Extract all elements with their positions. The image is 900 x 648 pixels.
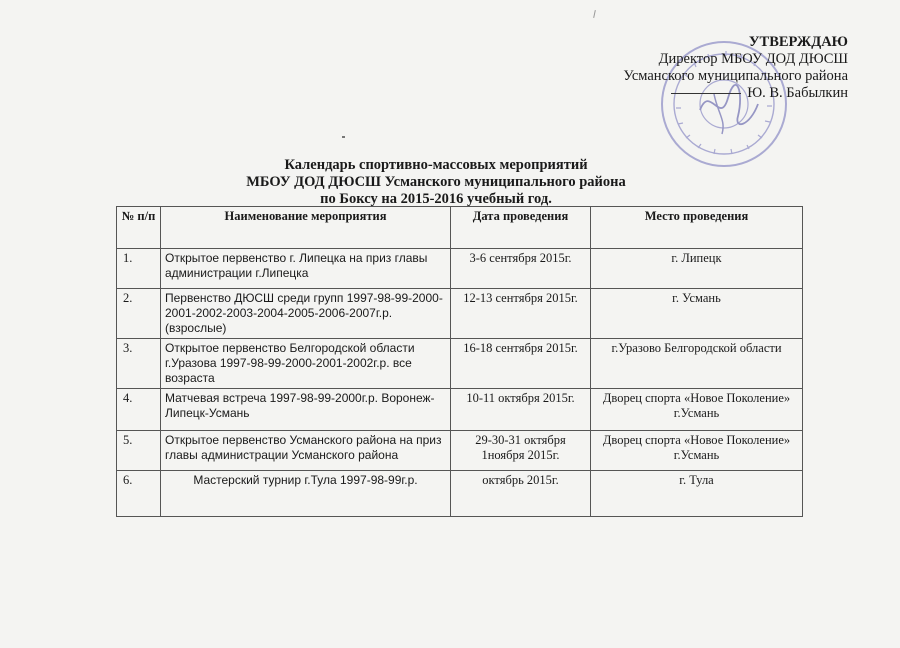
approval-title: УТВЕРЖДАЮ — [748, 34, 848, 50]
cell-place: г. Тула — [591, 471, 803, 517]
cell-name: Открытое первенство Белгородской области г.Уразова 1997-98-99-2000-2001-2002г.р. все возраста — [161, 339, 451, 389]
header-name: Наименование мероприятия — [161, 207, 451, 249]
cell-date: октябрь 2015г. — [451, 471, 591, 517]
scan-mark — [593, 10, 596, 18]
cell-date: 16-18 сентября 2015г. — [451, 339, 591, 389]
cell-num: 3. — [117, 339, 161, 389]
table-row — [117, 339, 803, 389]
cell-name: Открытое первенство г. Липецка на приз главы администрации г.Липецка — [161, 249, 451, 289]
cell-name: Матчевая встреча 1997-98-99-2000г.р. Воронеж-Липецк-Усмань — [161, 389, 451, 431]
cell-place: Дворец спорта «Новое Поколение» г.Усмань — [591, 389, 803, 431]
table-row — [117, 471, 803, 517]
events-table — [116, 206, 803, 517]
heading-line-1: Календарь спортивно-массовых мероприятий — [284, 157, 588, 173]
header-place: Место проведения — [591, 207, 803, 249]
heading-line-3: по Боксу на 2015-2016 учебный год. — [320, 191, 552, 207]
approval-signer-line — [623, 85, 848, 102]
cell-place: г.Уразово Белгородской области — [591, 339, 803, 389]
cell-num: 1. — [117, 249, 161, 289]
cell-date: 12-13 сентября 2015г. — [451, 289, 591, 339]
scan-dot — [342, 136, 345, 138]
approval-signer: Ю. В. Бабылкин — [747, 85, 848, 101]
cell-num: 5. — [117, 431, 161, 471]
cell-num: 4. — [117, 389, 161, 431]
cell-num: 2. — [117, 289, 161, 339]
cell-place: г. Усмань — [591, 289, 803, 339]
table-row — [117, 431, 803, 471]
cell-place: Дворец спорта «Новое Поколение» г.Усмань — [591, 431, 803, 471]
approval-block — [623, 34, 848, 102]
cell-place: г. Липецк — [591, 249, 803, 289]
table-row — [117, 389, 803, 431]
approval-organization: Усманского муниципального района — [623, 68, 848, 84]
cell-name: Открытое первенство Усманского района на приз главы администрации Усманского района — [161, 431, 451, 471]
table-row — [117, 249, 803, 289]
table-row — [117, 289, 803, 339]
cell-date: 3-6 сентября 2015г. — [451, 249, 591, 289]
cell-name: Первенство ДЮСШ среди групп 1997-98-99-2000-2001-2002-2003-2004-2005-2006-2007г.р. (взрослые) — [161, 289, 451, 339]
header-num: № п/п — [117, 207, 161, 249]
cell-num: 6. — [117, 471, 161, 517]
document-heading — [236, 157, 636, 208]
cell-date: 29-30-31 октября 1ноября 2015г. — [451, 431, 591, 471]
heading-line-2: МБОУ ДОД ДЮСШ Усманского муниципального района — [246, 174, 626, 190]
approval-position: Директор МБОУ ДОД ДЮСШ — [658, 51, 848, 67]
header-date: Дата проведения — [451, 207, 591, 249]
signature-line — [671, 93, 741, 94]
table-header-row — [117, 207, 803, 249]
cell-name: Мастерский турнир г.Тула 1997-98-99г.р. — [161, 471, 451, 517]
cell-date: 10-11 октября 2015г. — [451, 389, 591, 431]
